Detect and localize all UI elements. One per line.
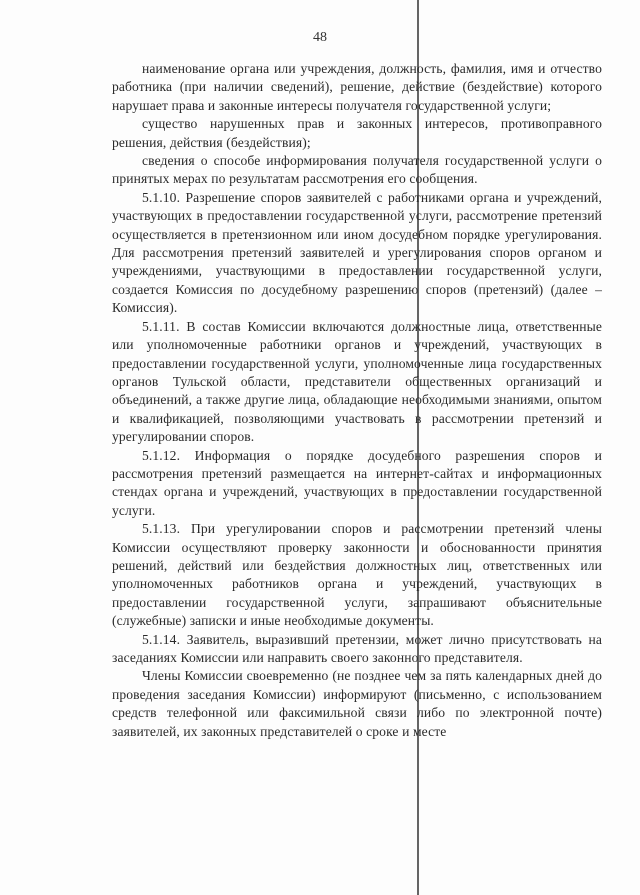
paragraph: 5.1.14. Заявитель, выразивший претензии, может лично присутствовать на заседаниях Комиссии или направить своего законного представителя. bbox=[112, 631, 602, 665]
paragraph: сведения о способе информирования получателя государственной услуги о принятых мерах по результатам рассмотрения его сообщения. bbox=[112, 153, 602, 187]
paragraph: 5.1.12. Информация о порядке досудебного разрешения споров и рассмотрения претензий размещается на интернет-сайтах и информационных стендах органа и учреждений, участвующих в предоставлении государственной услуги. bbox=[112, 447, 602, 518]
document-body bbox=[112, 60, 602, 741]
paragraph: 5.1.10. Разрешение споров заявителей с работниками органа и учреждений, участвующих в предоставлении государственной услуги, рассмотрение претензий осуществляется в претензионном или ином досудебном порядке урегулирования. Для рассмотрения претензий заявителей и урегулирования споров органом и учреждениями, участвующими в предоставлении государственной услуги, создается Комиссия по досудебному разрешению споров (претензий) (далее – Комиссия). bbox=[112, 189, 602, 316]
page-number: 48 bbox=[313, 30, 327, 45]
paragraph: 5.1.11. В состав Комиссии включаются должностные лица, ответственные или уполномоченные работники органов и учреждений, участвующих в предоставлении государственной услуги, уполномоченные лица государственных органов Тульской области, представители общественных организаций и объединений, а также другие лица, обладающие необходимыми знаниями, опытом и квалификацией, позволяющими участвовать в рассмотрении претензий и урегулировании споров. bbox=[112, 318, 602, 445]
paragraph: существо нарушенных прав и законных интересов, противоправного решения, действия (бездействия); bbox=[112, 116, 602, 150]
paragraph: наименование органа или учреждения, должность, фамилия, имя и отчество работника (при наличии сведений), решение, действие (бездействие) которого нарушает права и законные интересы получателя государственной услуги; bbox=[112, 61, 602, 113]
paragraph: Члены Комиссии своевременно (не позднее чем за пять календарных дней до проведения заседания Комиссии) информируют (письменно, с использованием средств телефонной или факсимильной связи либо по электронной почте) заявителей, их законных представителей о сроке и месте bbox=[112, 668, 602, 739]
paragraph: 5.1.13. При урегулировании споров и рассмотрении претензий члены Комиссии осуществляют проверку законности и обоснованности принятия решений, действий или бездействия должностных лиц, ответственных или уполномоченных работников органа и учреждений, участвующих в предоставлении государственной услуги, запрашивают объяснительные (служебные) записки и иные необходимые документы. bbox=[112, 521, 602, 629]
